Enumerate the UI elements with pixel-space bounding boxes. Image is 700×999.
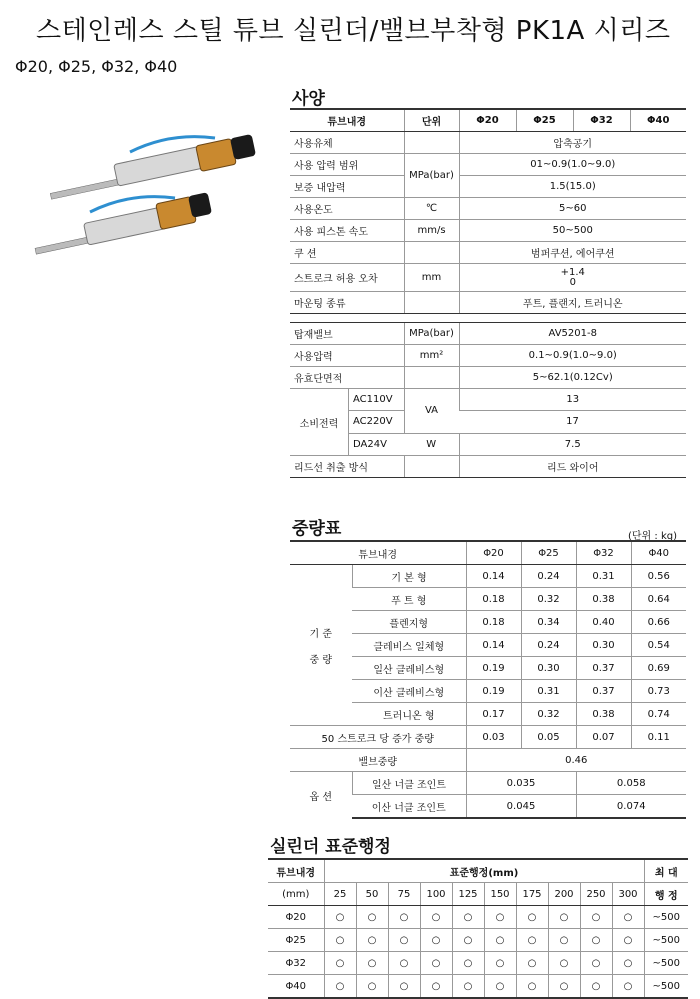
spec-heading: 사양 [292,89,325,109]
stroke-mark: ○ [516,952,548,975]
valve-label: 탑재밸브 [290,323,404,345]
option-value: 0.035 [466,772,576,795]
stroke-length: 300 [612,883,644,906]
spec-header-d32: Φ32 [573,109,630,132]
tolerance-plus: +1.4 [560,266,585,278]
stroke-mark: ○ [324,929,356,952]
spec-label: 마운팅 종류 [290,292,404,314]
weight-header-bore: 튜브내경 [290,541,466,565]
weight-cell: 0.24 [521,634,576,657]
spec-row [290,154,686,176]
weight-cell: 0.14 [466,565,521,588]
stroke-mark: ○ [580,929,612,952]
weight-type: 클레비스 일체형 [352,634,466,657]
weight-header-d20: Φ20 [466,541,521,565]
stroke-row [268,952,688,975]
stroke-mark: ○ [324,906,356,929]
stroke-mid-header: 표준행정(mm) [324,859,644,883]
option-name: 이산 너클 조인트 [352,795,466,819]
spec-header-unit: 단위 [404,109,459,132]
stroke-length: 250 [580,883,612,906]
stroke-mark: ○ [484,975,516,999]
weight-cell: 0.19 [466,680,521,703]
weight-cell: 0.37 [576,680,631,703]
stroke-mark: ○ [452,975,484,999]
stroke-mark: ○ [548,975,580,999]
stroke-mark: ○ [580,975,612,999]
stroke-max: ~500 [644,952,688,975]
stroke-col1-bottom: (mm) [268,883,324,906]
stroke-add-row [290,726,686,749]
spec-label: 보증 내압력 [290,176,404,198]
weight-cell: 0.32 [521,588,576,611]
power-label: 소비전력 [290,389,349,455]
weight-cell: 0.74 [631,703,686,726]
weight-header-d40: Φ40 [631,541,686,565]
stroke-mark: ○ [356,952,388,975]
weight-cell: 0.54 [631,634,686,657]
stroke-mark: ○ [388,906,420,929]
page-title: 스테인레스 스틸 튜브 실린더/밸브부착형 PK1A 시리즈 [36,16,671,46]
spec-gap [290,314,686,323]
weight-cell: 0.18 [466,588,521,611]
stroke-bore: Φ25 [268,929,324,952]
spec-header-d40: Φ40 [630,109,686,132]
weight-cell: 0.64 [631,588,686,611]
spec-unit: mm/s [404,220,459,242]
spec-value: 50~500 [459,220,686,242]
weight-header-d32: Φ32 [576,541,631,565]
stroke-mark: ○ [516,929,548,952]
spec-header-d25: Φ25 [516,109,573,132]
spec-row [290,132,686,154]
weight-cell: 0.05 [521,726,576,749]
valve-row [290,367,686,389]
spec-row [290,264,686,292]
weight-cell: 0.40 [576,611,631,634]
weight-cell: 0.34 [521,611,576,634]
stroke-length: 150 [484,883,516,906]
stroke-mark: ○ [420,975,452,999]
stroke-mark: ○ [612,952,644,975]
stroke-header-row [268,883,688,906]
stroke-mark: ○ [420,906,452,929]
stroke-mark: ○ [356,975,388,999]
stroke-mark: ○ [484,952,516,975]
weight-cell: 0.30 [521,657,576,680]
spec-unit [404,132,459,154]
power-unit: VA [404,389,459,434]
stroke-mark: ○ [420,929,452,952]
weight-cell: 0.31 [521,680,576,703]
weight-cell: 0.19 [466,657,521,680]
stroke-mark: ○ [612,929,644,952]
spec-row [290,220,686,242]
weight-cell: 0.18 [466,611,521,634]
stroke-mark: ○ [484,906,516,929]
weight-cell: 0.66 [631,611,686,634]
stroke-last-bottom: 행 정 [644,883,688,906]
stroke-bore: Φ32 [268,952,324,975]
valve-weight-label: 밸브중량 [290,749,466,772]
stroke-last-top: 최 대 [644,859,688,883]
spec-row [290,198,686,220]
stroke-mark: ○ [580,952,612,975]
weight-cell: 0.73 [631,680,686,703]
spec-unit [404,292,459,314]
power-value: 17 [459,411,686,433]
stroke-mark: ○ [452,906,484,929]
stroke-col1-top: 튜브내경 [268,859,324,883]
spec-label: 쿠 션 [290,242,404,264]
spec-row [290,242,686,264]
stroke-mark: ○ [452,929,484,952]
stroke-max: ~500 [644,906,688,929]
stroke-mark: ○ [356,906,388,929]
cylinder-bottom [35,192,212,254]
valve-unit: MPa(bar) [404,323,459,345]
spec-unit: ℃ [404,198,459,220]
stroke-length: 25 [324,883,356,906]
weight-cell: 0.37 [576,657,631,680]
weight-header-d25: Φ25 [521,541,576,565]
valve-unit [404,367,459,389]
lead-row [290,456,686,478]
stroke-bore: Φ40 [268,975,324,999]
weight-type: 이산 클레비스형 [352,680,466,703]
weight-cell: 0.11 [631,726,686,749]
stroke-mark: ○ [388,952,420,975]
option-row [290,772,686,795]
stroke-add-label: 50 스트로크 당 증가 중량 [290,726,466,749]
weight-cell: 0.14 [466,634,521,657]
power-value: 13 [459,389,686,411]
weight-heading: 중량표 [292,519,342,539]
stroke-mark: ○ [516,906,548,929]
power-row [290,389,686,411]
power-sub: AC110V [353,394,393,406]
bore-sizes: Φ20, Φ25, Φ32, Φ40 [15,57,178,76]
spec-value [459,264,686,292]
power-unit: W [404,433,459,455]
spec-value: 압축공기 [459,132,686,154]
weight-type: 트러니온 형 [352,703,466,726]
power-value: 7.5 [459,433,686,455]
stroke-length: 200 [548,883,580,906]
spec-row [290,176,686,198]
weight-header-row [290,541,686,565]
stroke-length: 50 [356,883,388,906]
option-value: 0.058 [576,772,686,795]
stroke-header-row [268,859,688,883]
valve-value: AV5201-8 [459,323,686,345]
spec-label: 사용유체 [290,132,404,154]
stroke-mark: ○ [356,929,388,952]
power-sub: DA24V [349,433,404,455]
stroke-mark: ○ [516,975,548,999]
stroke-mark: ○ [388,975,420,999]
weight-cell: 0.17 [466,703,521,726]
spec-header-d20: Φ20 [459,109,516,132]
weight-cell: 0.30 [576,634,631,657]
stroke-mark: ○ [452,952,484,975]
valve-label: 유효단면적 [290,367,404,389]
weight-cell: 0.03 [466,726,521,749]
stroke-length: 125 [452,883,484,906]
spec-value: 범퍼쿠션, 에어쿠션 [459,242,686,264]
stroke-table [268,858,688,999]
spec-table [290,108,686,478]
spec-header-row [290,109,686,132]
weight-cell: 0.56 [631,565,686,588]
stroke-mark: ○ [420,952,452,975]
spec-unit [404,242,459,264]
valve-label: 사용압력 [290,345,404,367]
weight-unit-note: (단위 : kg) [628,531,677,542]
spec-value: 푸트, 플랜지, 트러니온 [459,292,686,314]
valve-weight-row [290,749,686,772]
power-cell [290,389,404,456]
weight-type: 플렌지형 [352,611,466,634]
spec-row [290,292,686,314]
stroke-mark: ○ [612,975,644,999]
option-label: 옵 션 [290,772,352,819]
stroke-mark: ○ [580,906,612,929]
option-name: 일산 너클 조인트 [352,772,466,795]
spec-label: 사용 압력 범위 [290,154,404,176]
stroke-row [268,906,688,929]
weight-cell: 0.07 [576,726,631,749]
tolerance-minus: 0 [569,276,576,288]
stroke-max: ~500 [644,929,688,952]
weight-group-label: 기 준 중 량 [290,565,352,726]
stroke-length: 175 [516,883,548,906]
stroke-row [268,929,688,952]
valve-weight-value: 0.46 [466,749,686,772]
spec-unit: mm [404,264,459,292]
weight-cell: 0.31 [576,565,631,588]
valve-value: 5~62.1(0.12Cv) [459,367,686,389]
cylinder-top [50,134,256,199]
stroke-mark: ○ [388,929,420,952]
stroke-mark: ○ [484,929,516,952]
stroke-mark: ○ [324,975,356,999]
stroke-bore: Φ20 [268,906,324,929]
option-value: 0.045 [466,795,576,819]
weight-cell: 0.38 [576,588,631,611]
weight-type: 일산 클레비스형 [352,657,466,680]
weight-type: 기 본 형 [352,565,466,588]
stroke-mark: ○ [612,906,644,929]
spec-label: 사용 피스톤 속도 [290,220,404,242]
weight-type: 푸 트 형 [352,588,466,611]
valve-row [290,323,686,345]
weight-cell: 0.38 [576,703,631,726]
spec-value: 01~0.9(1.0~9.0) [459,154,686,176]
power-sub: AC220V [349,410,404,432]
weight-cell: 0.32 [521,703,576,726]
stroke-mark: ○ [324,952,356,975]
stroke-length: 75 [388,883,420,906]
weight-row [290,565,686,588]
stroke-row [268,975,688,999]
product-image [30,130,270,260]
stroke-max: ~500 [644,975,688,999]
weight-cell: 0.24 [521,565,576,588]
spec-value: 5~60 [459,198,686,220]
stroke-heading: 실린더 표준행정 [270,837,391,857]
lead-value: 리드 와이어 [459,456,686,478]
weight-cell: 0.69 [631,657,686,680]
option-value: 0.074 [576,795,686,819]
valve-row [290,345,686,367]
stroke-mark: ○ [548,952,580,975]
spec-header-bore: 튜브내경 [290,109,404,132]
stroke-length: 100 [420,883,452,906]
valve-value: 0.1~0.9(1.0~9.0) [459,345,686,367]
spec-label: 스트로크 허용 오차 [290,264,404,292]
valve-unit: mm² [404,345,459,367]
spec-unit: MPa(bar) [404,154,459,198]
stroke-mark: ○ [548,906,580,929]
stroke-mark: ○ [548,929,580,952]
weight-table [290,540,686,819]
lead-label: 리드선 취출 방식 [290,456,404,478]
spec-label: 사용온도 [290,198,404,220]
spec-value: 1.5(15.0) [459,176,686,198]
